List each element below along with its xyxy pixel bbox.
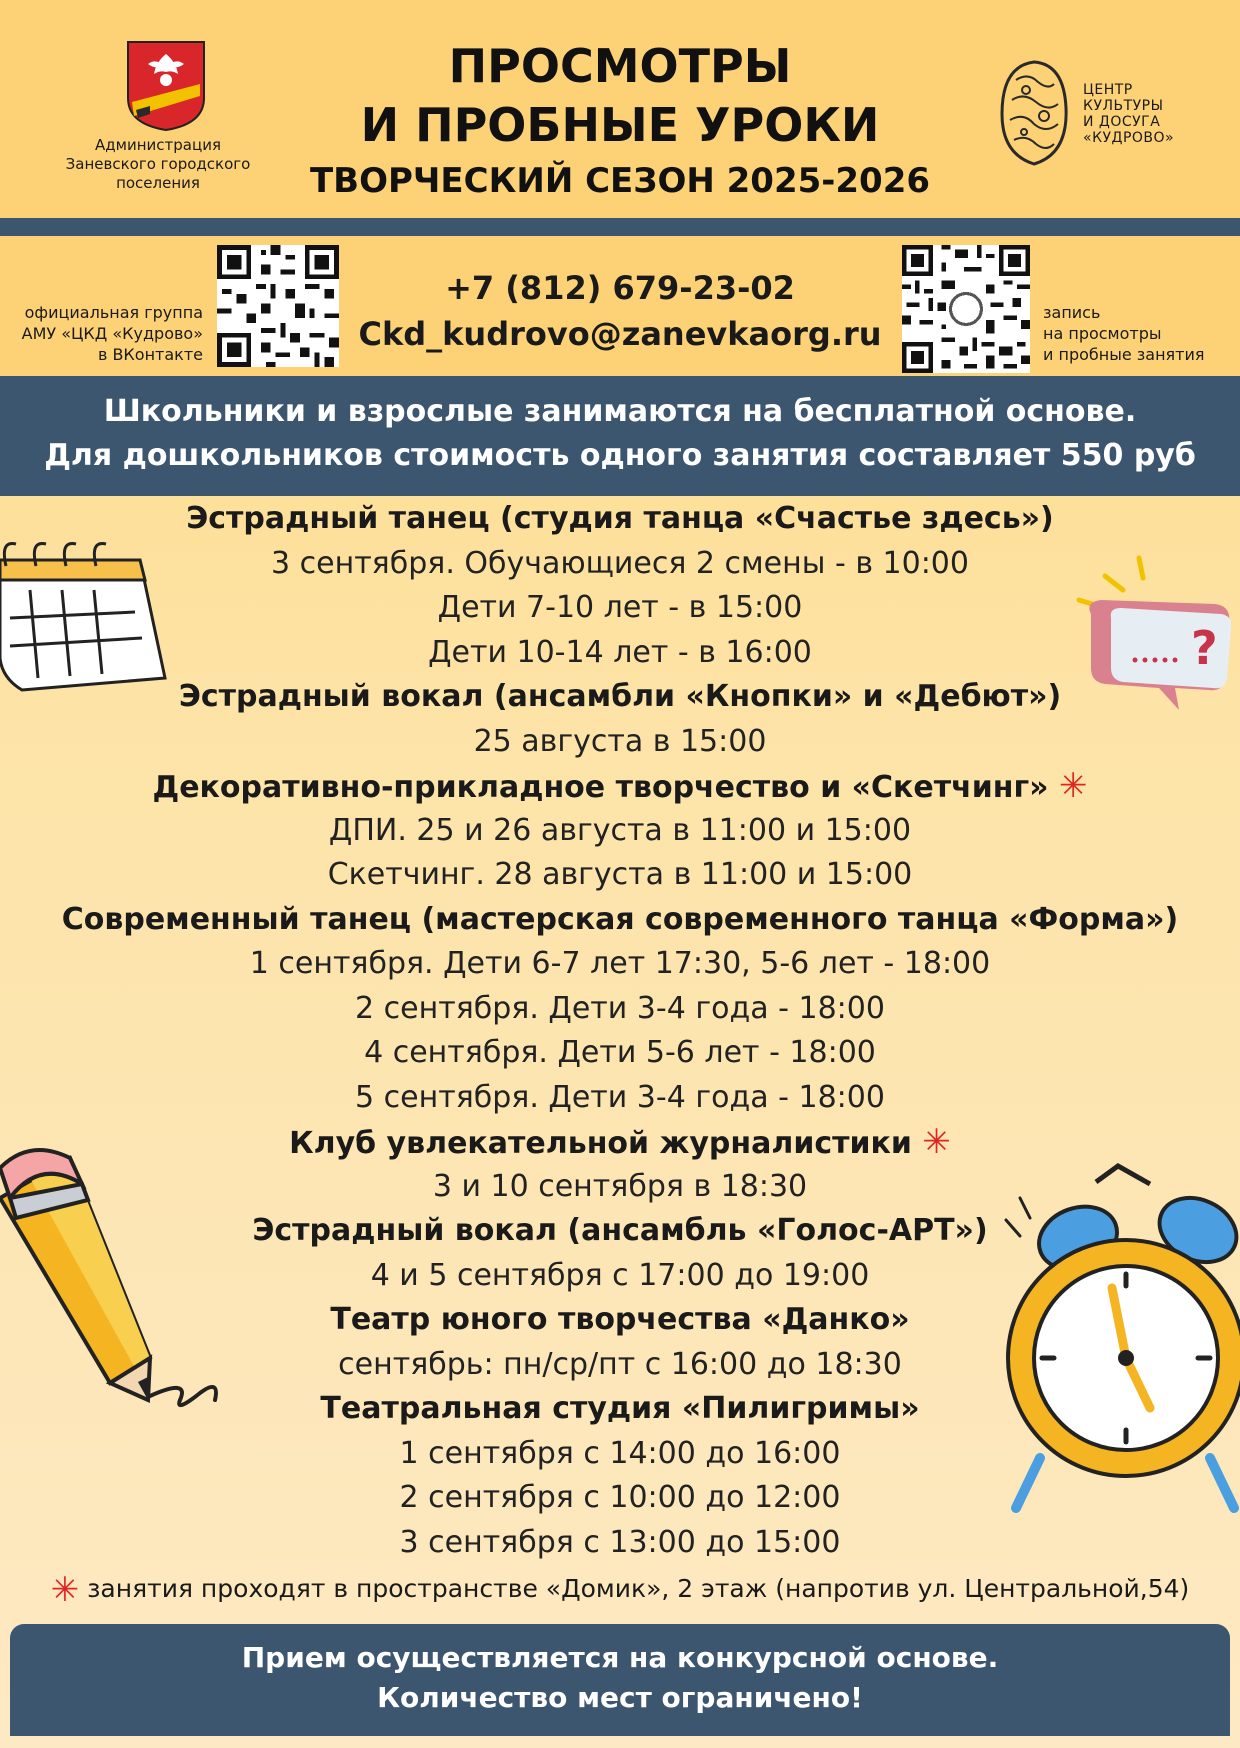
ckd-text-line: ЦЕНТР (1083, 82, 1133, 98)
class-title-text: Клуб увлекательной журналистики (289, 1126, 912, 1161)
session-line: 3 сентября. Обучающиеся 2 смены - в 10:00 (271, 545, 969, 581)
session-line: 2 сентября. Дети 3-4 года - 18:00 (355, 990, 885, 1026)
title-line-2: И ПРОБНЫЕ УРОКИ (360, 98, 880, 152)
footnote-text: занятия проходят в пространстве «Домик», 2 этаж (напротив ул. Центральной,54) (87, 1574, 1190, 1603)
session-line: 1 сентября. Дети 6-7 лет 17:30, 5-6 лет - 18:00 (249, 946, 991, 981)
admin-caption-line: Заневского городского (65, 155, 251, 173)
session-line: Дети 10-14 лет - в 16:00 (428, 634, 812, 670)
signup-caption-line: запись (1043, 303, 1101, 322)
qr-code-icon (902, 245, 1030, 373)
session-line: Скетчинг. 28 августа в 11:00 и 15:00 (327, 857, 913, 892)
location-footnote (0, 1570, 1240, 1610)
signup-caption-line: и пробные занятия (1043, 345, 1205, 364)
class-title-text: Современный танец (мастерская современного танца «Форма») (61, 901, 1179, 937)
class-title-text: Театральная студия «Пилигримы» (320, 1391, 920, 1426)
season-title: ТВОРЧЕСКИЙ СЕЗОН 2025-2026 (309, 161, 931, 201)
session-line: 4 и 5 сентября с 17:00 до 19:00 (370, 1257, 870, 1293)
ckd-text-line: КУЛЬТУРЫ (1083, 98, 1164, 114)
class-title-text: Театр юного творчества «Данко» (330, 1302, 910, 1337)
session-line: 2 сентября с 10:00 до 12:00 (399, 1480, 841, 1515)
ckd-text-line: «КУДРОВО» (1083, 130, 1175, 146)
header (0, 0, 1240, 218)
ckd-kudrovo-logo-icon (998, 58, 1070, 168)
vk-caption-line: официальная группа (24, 303, 203, 322)
ckd-text-line: И ДОСУГА (1083, 114, 1161, 130)
admin-caption-line: Администрация (95, 136, 221, 154)
session-line: 3 сентября с 13:00 до 15:00 (399, 1524, 841, 1560)
vk-caption-line: в ВКонтакте (97, 345, 203, 364)
signup-caption (1043, 302, 1205, 365)
class-title (0, 675, 1240, 720)
class-title (0, 1298, 1240, 1343)
asterisk-icon: ✳ (1059, 766, 1088, 806)
pricing-notice (0, 376, 1240, 496)
session-line: 1 сентября с 14:00 до 16:00 (399, 1435, 841, 1471)
notice-line-2: Для дошкольников стоимость одного занятия составляет 550 руб (44, 438, 1196, 473)
session-line: 25 августа в 15:00 (473, 723, 767, 759)
class-title (0, 497, 1240, 542)
session-line: 4 сентября. Дети 5-6 лет - 18:00 (364, 1035, 876, 1070)
ckd-logo-text (1083, 82, 1174, 146)
contact-phone[interactable]: +7 (812) 679-23-02 (445, 269, 795, 307)
admission-footer (10, 1624, 1230, 1736)
class-title (0, 764, 1240, 809)
class-title (0, 1209, 1240, 1254)
asterisk-icon: ✳ (922, 1122, 951, 1162)
signup-qr-code[interactable] (902, 245, 1030, 373)
class-title (0, 1387, 1240, 1432)
session-line: ДПИ. 25 и 26 августа в 11:00 и 15:00 (328, 812, 912, 848)
session-line: 3 и 10 сентября в 18:30 (432, 1168, 808, 1204)
admin-caption-line: поселения (116, 174, 200, 192)
contact-email[interactable]: Ckd_kudrovo@zanevkaorg.ru (358, 315, 882, 353)
vk-caption-line: АМУ «ЦКД «Кудрово» (21, 324, 203, 343)
class-title-text: Эстрадный вокал (ансамбли «Кнопки» и «Дебют») (178, 679, 1062, 714)
title-line-1: ПРОСМОТРЫ (448, 39, 792, 93)
class-title-text: Декоративно-прикладное творчество и «Скетчинг» (152, 770, 1049, 805)
class-title (0, 898, 1240, 943)
class-title-text: Эстрадный танец (студия танца «Счастье здесь») (186, 501, 1054, 536)
notice-line-1: Школьники и взрослые занимаются на бесплатной основе. (103, 394, 1137, 429)
svg-text:?: ? (1191, 621, 1218, 675)
footer-line-1: Прием осуществляется на конкурсной основе. (241, 1641, 999, 1674)
session-line: 5 сентября. Дети 3-4 года - 18:00 (355, 1079, 885, 1115)
header-divider (0, 218, 1240, 236)
session-line: Дети 7-10 лет - в 15:00 (437, 590, 803, 625)
session-line: сентябрь: пн/ср/пт с 16:00 до 18:30 (338, 1346, 902, 1382)
asterisk-icon: ✳ (50, 1570, 80, 1610)
class-title (0, 1120, 1240, 1165)
signup-caption-line: на просмотры (1043, 324, 1162, 343)
class-title-text: Эстрадный вокал (ансамбль «Голос-АРТ») (252, 1213, 988, 1248)
schedule (0, 497, 1240, 1565)
footer-line-2: Количество мест ограничено! (377, 1681, 863, 1714)
